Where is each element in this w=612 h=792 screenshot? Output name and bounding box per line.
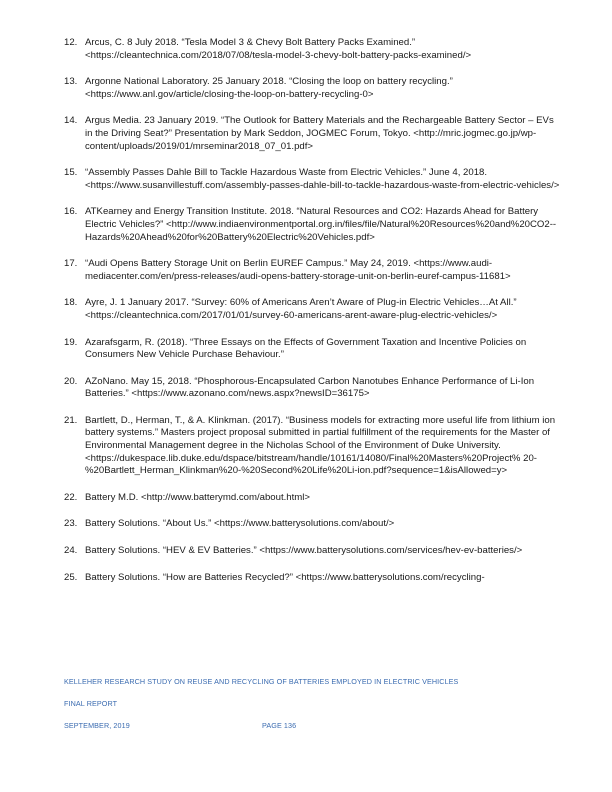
reference-text: “Audi Opens Battery Storage Unit on Berlin EUREF Campus.” May 24, 2019. <https://www.audi-mediacenter.com/en/press-releases/audi-opens-battery-storage-unit-on-berlin-euref-campus-11681> bbox=[85, 258, 511, 282]
reference-text: AZoNano. May 15, 2018. “Phosphorous-Encapsulated Carbon Nanotubes Enhance Performance of Li-Ion Batteries.” <https://www.azonano.com/news.aspx?newsID=36175> bbox=[85, 375, 535, 400]
reference-text: Battery Solutions. “HEV & EV Batteries.” <https://www.batterysolutions.com/services/hev-ev-batteries/> bbox=[85, 545, 523, 557]
reference-item bbox=[64, 115, 560, 153]
reference-text: Battery M.D. <http://www.batterymd.com/about.html> bbox=[85, 491, 311, 503]
reference-item bbox=[64, 206, 560, 244]
reference-text: Argus Media. 23 January 2019. “The Outlook for Battery Materials and the Rechargeable Battery Sector – EVs in the Driving Seat?” Presentation by Mark Seddon, JOGMEC Forum, Tokyo. <http://mric.jogmec.go.jp/wp-content/uploads/2019/01/mrseminar2018_07_01.pdf> bbox=[85, 115, 554, 152]
reference-number: 18. bbox=[64, 297, 78, 309]
reference-item bbox=[64, 37, 560, 62]
reference-text: Arcus, C. 8 July 2018. “Tesla Model 3 & Chevy Bolt Battery Packs Examined.” <https://cleantechnica.com/2018/07/08/tesla-model-3-chevy-bolt-battery-packs-examined/> bbox=[85, 37, 472, 61]
reference-text: Bartlett, D., Herman, T., & A. Klinkman. (2017). “Business models for extracting more useful life from lithium ion battery systems.” Masters project proposal submitted in partial fulfillment of the requirements for the Master of Environmental Management degree in the Nicholas School of the Environment of Duke University. <https://dukespace.lib.duke.edu/dspace/bitstream/handle/10161/14080/Final%20Masters%20Project% 20-%20Bartlett_Herman_Klinkman%20-%20Second%20Life%20Li-ion.pdf?sequence=1&isAllowed=y> bbox=[85, 414, 556, 477]
reference-item bbox=[64, 415, 560, 478]
reference-item bbox=[64, 297, 560, 322]
reference-text: “Assembly Passes Dahle Bill to Tackle Hazardous Waste from Electric Vehicles.” June 4, 2018. <https://www.susanvillestuff.com/assembly-passes-dahle-bill-to-tackle-hazardous-waste-from-electric-vehicles/> bbox=[85, 167, 560, 191]
reference-number: 19. bbox=[64, 336, 78, 348]
reference-number: 13. bbox=[64, 76, 78, 88]
reference-number: 14. bbox=[64, 115, 78, 127]
reference-item bbox=[64, 76, 560, 101]
reference-item bbox=[64, 572, 560, 585]
reference-item bbox=[64, 167, 560, 192]
reference-item bbox=[64, 376, 560, 401]
reference-number: 20. bbox=[64, 375, 78, 387]
reference-text: Azarafsgarm, R. (2018). “Three Essays on the Effects of Government Taxation and Incentive Policies on Consumers New Vehicle Purchase Behaviour.” bbox=[85, 336, 527, 361]
reference-item bbox=[64, 545, 560, 558]
reference-number: 17. bbox=[64, 258, 78, 270]
reference-item bbox=[64, 518, 560, 531]
reference-number: 25. bbox=[64, 571, 78, 583]
reference-list bbox=[64, 37, 560, 598]
reference-text: Ayre, J. 1 January 2017. “Survey: 60% of Americans Aren’t Aware of Plug-in Electric Vehicles…At All.” <https://cleantechnica.com/2017/01/01/survey-60-americans-arent-aware-plug-electric-vehicles/> bbox=[85, 297, 517, 321]
reference-number: 21. bbox=[64, 414, 78, 426]
reference-text: ATKearney and Energy Transition Institute. 2018. “Natural Resources and CO2: Hazards Ahead for Battery Electric Vehicles?” <http://www.indiaenvironmentportal.org.in/files/file/Natural%20Resources%20and%20CO2--Hazards%20Ahead%20for%20Battery%20Electric%20Vehicles.pdf> bbox=[85, 206, 557, 243]
reference-text: Battery Solutions. “How are Batteries Recycled?” <https://www.batterysolutions.com/recycling- bbox=[85, 571, 485, 583]
footer-date: SEPTEMBER, 2019 bbox=[64, 721, 130, 730]
reference-number: 23. bbox=[64, 518, 78, 530]
page-number: PAGE 136 bbox=[262, 721, 297, 730]
footer-title: KELLEHER RESEARCH STUDY ON REUSE AND RECYCLING OF BATTERIES EMPLOYED IN ELECTRIC VEHICLES bbox=[64, 677, 459, 686]
footer-report-type: FINAL REPORT bbox=[64, 699, 118, 708]
reference-number: 22. bbox=[64, 491, 78, 503]
reference-number: 16. bbox=[64, 206, 78, 218]
reference-text: Argonne National Laboratory. 25 January 2018. “Closing the loop on battery recycling.” <https://www.anl.gov/article/closing-the-loop-on-battery-recycling-0> bbox=[85, 76, 453, 100]
reference-number: 12. bbox=[64, 37, 78, 48]
reference-number: 15. bbox=[64, 167, 78, 179]
reference-number: 24. bbox=[64, 545, 78, 557]
reference-text: Battery Solutions. “About Us.” <https://www.batterysolutions.com/about/> bbox=[85, 518, 395, 530]
reference-item bbox=[64, 337, 560, 362]
reference-item bbox=[64, 492, 560, 505]
reference-item bbox=[64, 258, 560, 283]
